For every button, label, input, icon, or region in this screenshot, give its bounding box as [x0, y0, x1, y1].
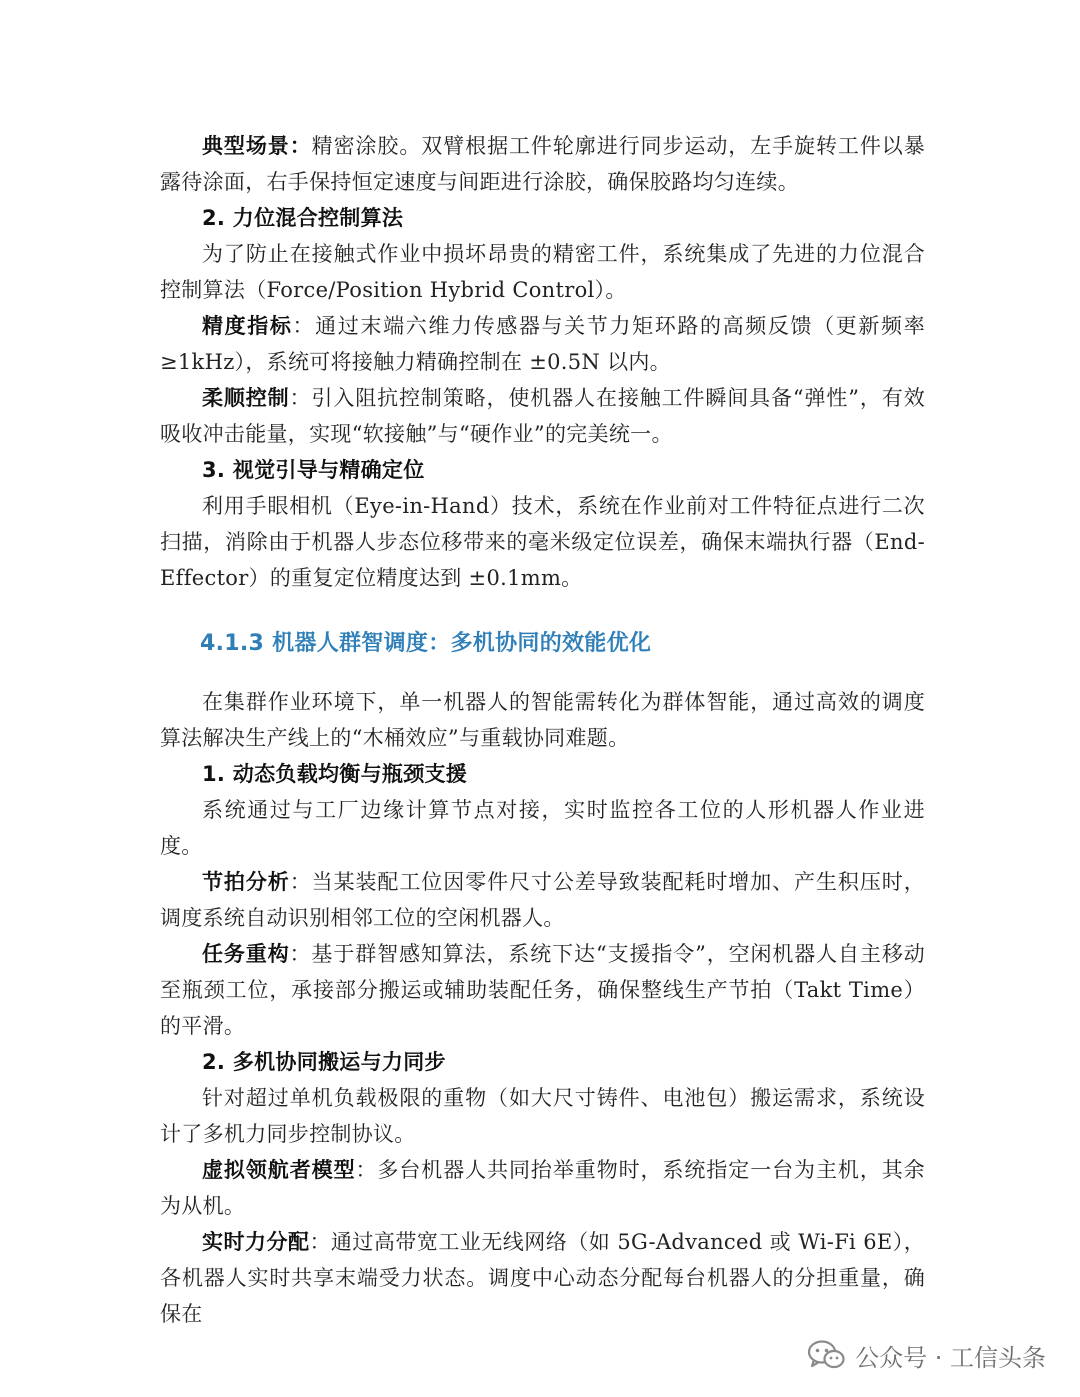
- subheading-load-balance: 1. 动态负载均衡与瓶颈支援: [202, 762, 468, 786]
- wechat-icon: [807, 1339, 845, 1371]
- paragraph-text: ：通过末端六维力传感器与关节力矩环路的高频反馈（更新频率≥1kHz），系统可将接触力精确控制在 ±0.5N 以内。: [160, 314, 925, 374]
- paragraph-multi-robot-intro: 针对超过单机负载极限的重物（如大尺寸铸件、电池包）搬运需求，系统设计了多机力同步控制协议。: [160, 1086, 925, 1146]
- paragraph-text: ：多台机器人共同抬举重物时，系统指定一台为主机，其余为从机。: [160, 1158, 925, 1218]
- subheading-multi-robot: 2. 多机协同搬运与力同步: [202, 1050, 446, 1074]
- paragraph-force-position-intro: 为了防止在接触式作业中损坏昂贵的精密工件，系统集成了先进的力位混合控制算法（Force/Position Hybrid Control）。: [160, 242, 925, 302]
- subheading-vision: 3. 视觉引导与精确定位: [202, 458, 425, 482]
- watermark: [807, 1335, 1046, 1375]
- paragraph-force-distribution: [160, 1224, 925, 1332]
- document-body: [160, 128, 925, 1332]
- keyword-compliance: 柔顺控制: [202, 386, 290, 410]
- paragraph-text: ：基于群智感知算法，系统下达“支援指令”，空闲机器人自主移动至瓶颈工位，承接部分搬运或辅助装配任务，确保整线生产节拍（Takt Time）的平滑。: [160, 942, 926, 1038]
- paragraph-eye-in-hand: 利用手眼相机（Eye-in-Hand）技术，系统在作业前对工件特征点进行二次扫描，消除由于机器人步态位移带来的毫米级定位误差，确保末端执行器（End-Effector）的重复定位精度达到 ±0.1mm。: [160, 494, 925, 590]
- paragraph-edge-monitor: 系统通过与工厂边缘计算节点对接，实时监控各工位的人形机器人作业进度。: [160, 798, 925, 858]
- paragraph-virtual-leader: [160, 1152, 925, 1224]
- keyword-precision: 精度指标: [202, 314, 293, 338]
- keyword-takt-analysis: 节拍分析: [202, 870, 290, 894]
- keyword-virtual-leader: 虚拟领航者模型: [202, 1158, 356, 1182]
- section-title: 4.1.3 机器人群智调度：多机协同的效能优化: [200, 631, 652, 656]
- keyword-task-reconstruct: 任务重构: [202, 942, 290, 966]
- paragraph-task-reconstruct: [160, 936, 925, 1044]
- paragraph-typical-scene: [160, 128, 925, 200]
- subheading-force-position: 2. 力位混合控制算法: [202, 206, 404, 230]
- keyword-force-distribution: 实时力分配: [202, 1230, 310, 1254]
- paragraph-takt-analysis: [160, 864, 925, 936]
- paragraph-swarm-intro: 在集群作业环境下，单一机器人的智能需转化为群体智能，通过高效的调度算法解决生产线上的“木桶效应”与重载协同难题。: [160, 690, 925, 750]
- paragraph-compliance: [160, 380, 925, 452]
- paragraph-text: ：引入阻抗控制策略，使机器人在接触工件瞬间具备“弹性”，有效吸收冲击能量，实现“软接触”与“硬作业”的完美统一。: [160, 386, 926, 446]
- keyword-typical-scene: 典型场景：: [202, 134, 312, 158]
- watermark-text: 公众号 · 工信头条: [855, 1343, 1046, 1372]
- paragraph-text: ：当某装配工位因零件尺寸公差导致装配耗时增加、产生积压时，调度系统自动识别相邻工位的空闲机器人。: [160, 870, 925, 930]
- paragraph-text: ：通过高带宽工业无线网络（如 5G-Advanced 或 Wi-Fi 6E），各机器人实时共享末端受力状态。调度中心动态分配每台机器人的分担重量，确保在: [160, 1230, 925, 1326]
- paragraph-precision: [160, 308, 925, 380]
- paragraph-text: 精密涂胶。双臂根据工件轮廓进行同步运动，左手旋转工件以暴露待涂面，右手保持恒定速度与间距进行涂胶，确保胶路均匀连续。: [160, 134, 925, 194]
